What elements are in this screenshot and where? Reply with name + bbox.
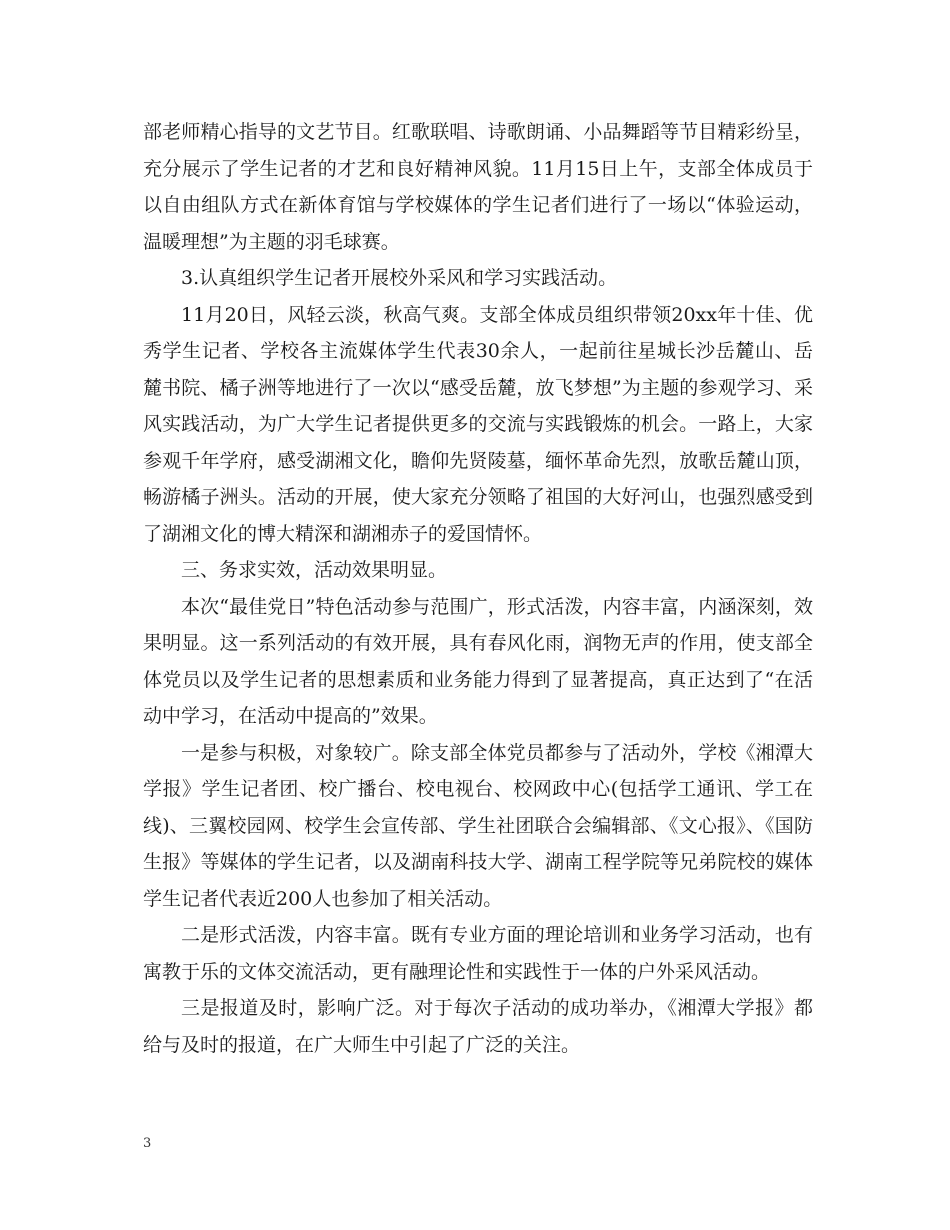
paragraph-6: 一是参与积极，对象较广。除支部全体党员都参与了活动外，学校《湘潭大学报》学生记者团、校广播台、校电视台、校网政中心(包括学工通讯、学工在线)、三翼校园网、校学生会宣传部、学生社团联合会编辑部、《文心报》、《国防生报》等媒体的学生记者，以及湖南科技大学、湖南工程学院等兄弟院校的媒体学生记者代表近200人也参加了相关活动。 xyxy=(143,741,813,910)
paragraph-3: 11月20日，风轻云淡，秋高气爽。支部全体成员组织带领20xx年十佳、优秀学生记者、学校各主流媒体学生代表30余人，一起前往星城长沙岳麓山、岳麓书院、橘子洲等地进行了一次以“感受岳麓，放飞梦想”为主题的参观学习、采风实践活动，为广大学生记者提供更多的交流与实践锻炼的机会。一路上，大家参观千年学府，感受湖湘文化，瞻仰先贤陵墓，缅怀革命先烈，放歌岳麓山顶，畅游橘子洲头。活动的开展，使大家充分领略了祖国的大好河山，也强烈感受到了湖湘文化的博大精深和湖湘赤子的爱国情怀。 xyxy=(143,303,813,545)
paragraph-7: 二是形式活泼，内容丰富。既有专业方面的理论培训和业务学习活动，也有寓教于乐的文体交流活动，更有融理论性和实践性于一体的户外采风活动。 xyxy=(143,924,813,983)
paragraph-2: 3.认真组织学生记者开展校外采风和学习实践活动。 xyxy=(181,267,618,289)
page-number: 3 xyxy=(143,1136,152,1151)
section-heading: 三、务求实效，活动效果明显。 xyxy=(181,559,448,581)
paragraph-5: 本次“最佳党日”特色活动参与范围广，形式活泼，内容丰富，内涵深刻，效果明显。这一系列活动的有效开展，具有春风化雨，润物无声的作用，使支部全体党员以及学生记者的思想素质和业务能力得到了显著提高，真正达到了“在活动中学习，在活动中提高的”效果。 xyxy=(143,595,813,727)
paragraph-8: 三是报道及时，影响广泛。对于每次子活动的成功举办，《湘潭大学报》都给与及时的报道，在广大师生中引起了广泛的关注。 xyxy=(143,997,813,1056)
page-body xyxy=(143,114,813,1063)
paragraph-1: 部老师精心指导的文艺节目。红歌联唱、诗歌朗诵、小品舞蹈等节目精彩纷呈，充分展示了学生记者的才艺和良好精神风貌。11月15日上午，支部全体成员于以自由组队方式在新体育馆与学校媒体的学生记者们进行了一场以“体验运动，温暖理想”为主题的羽毛球赛。 xyxy=(143,121,813,253)
